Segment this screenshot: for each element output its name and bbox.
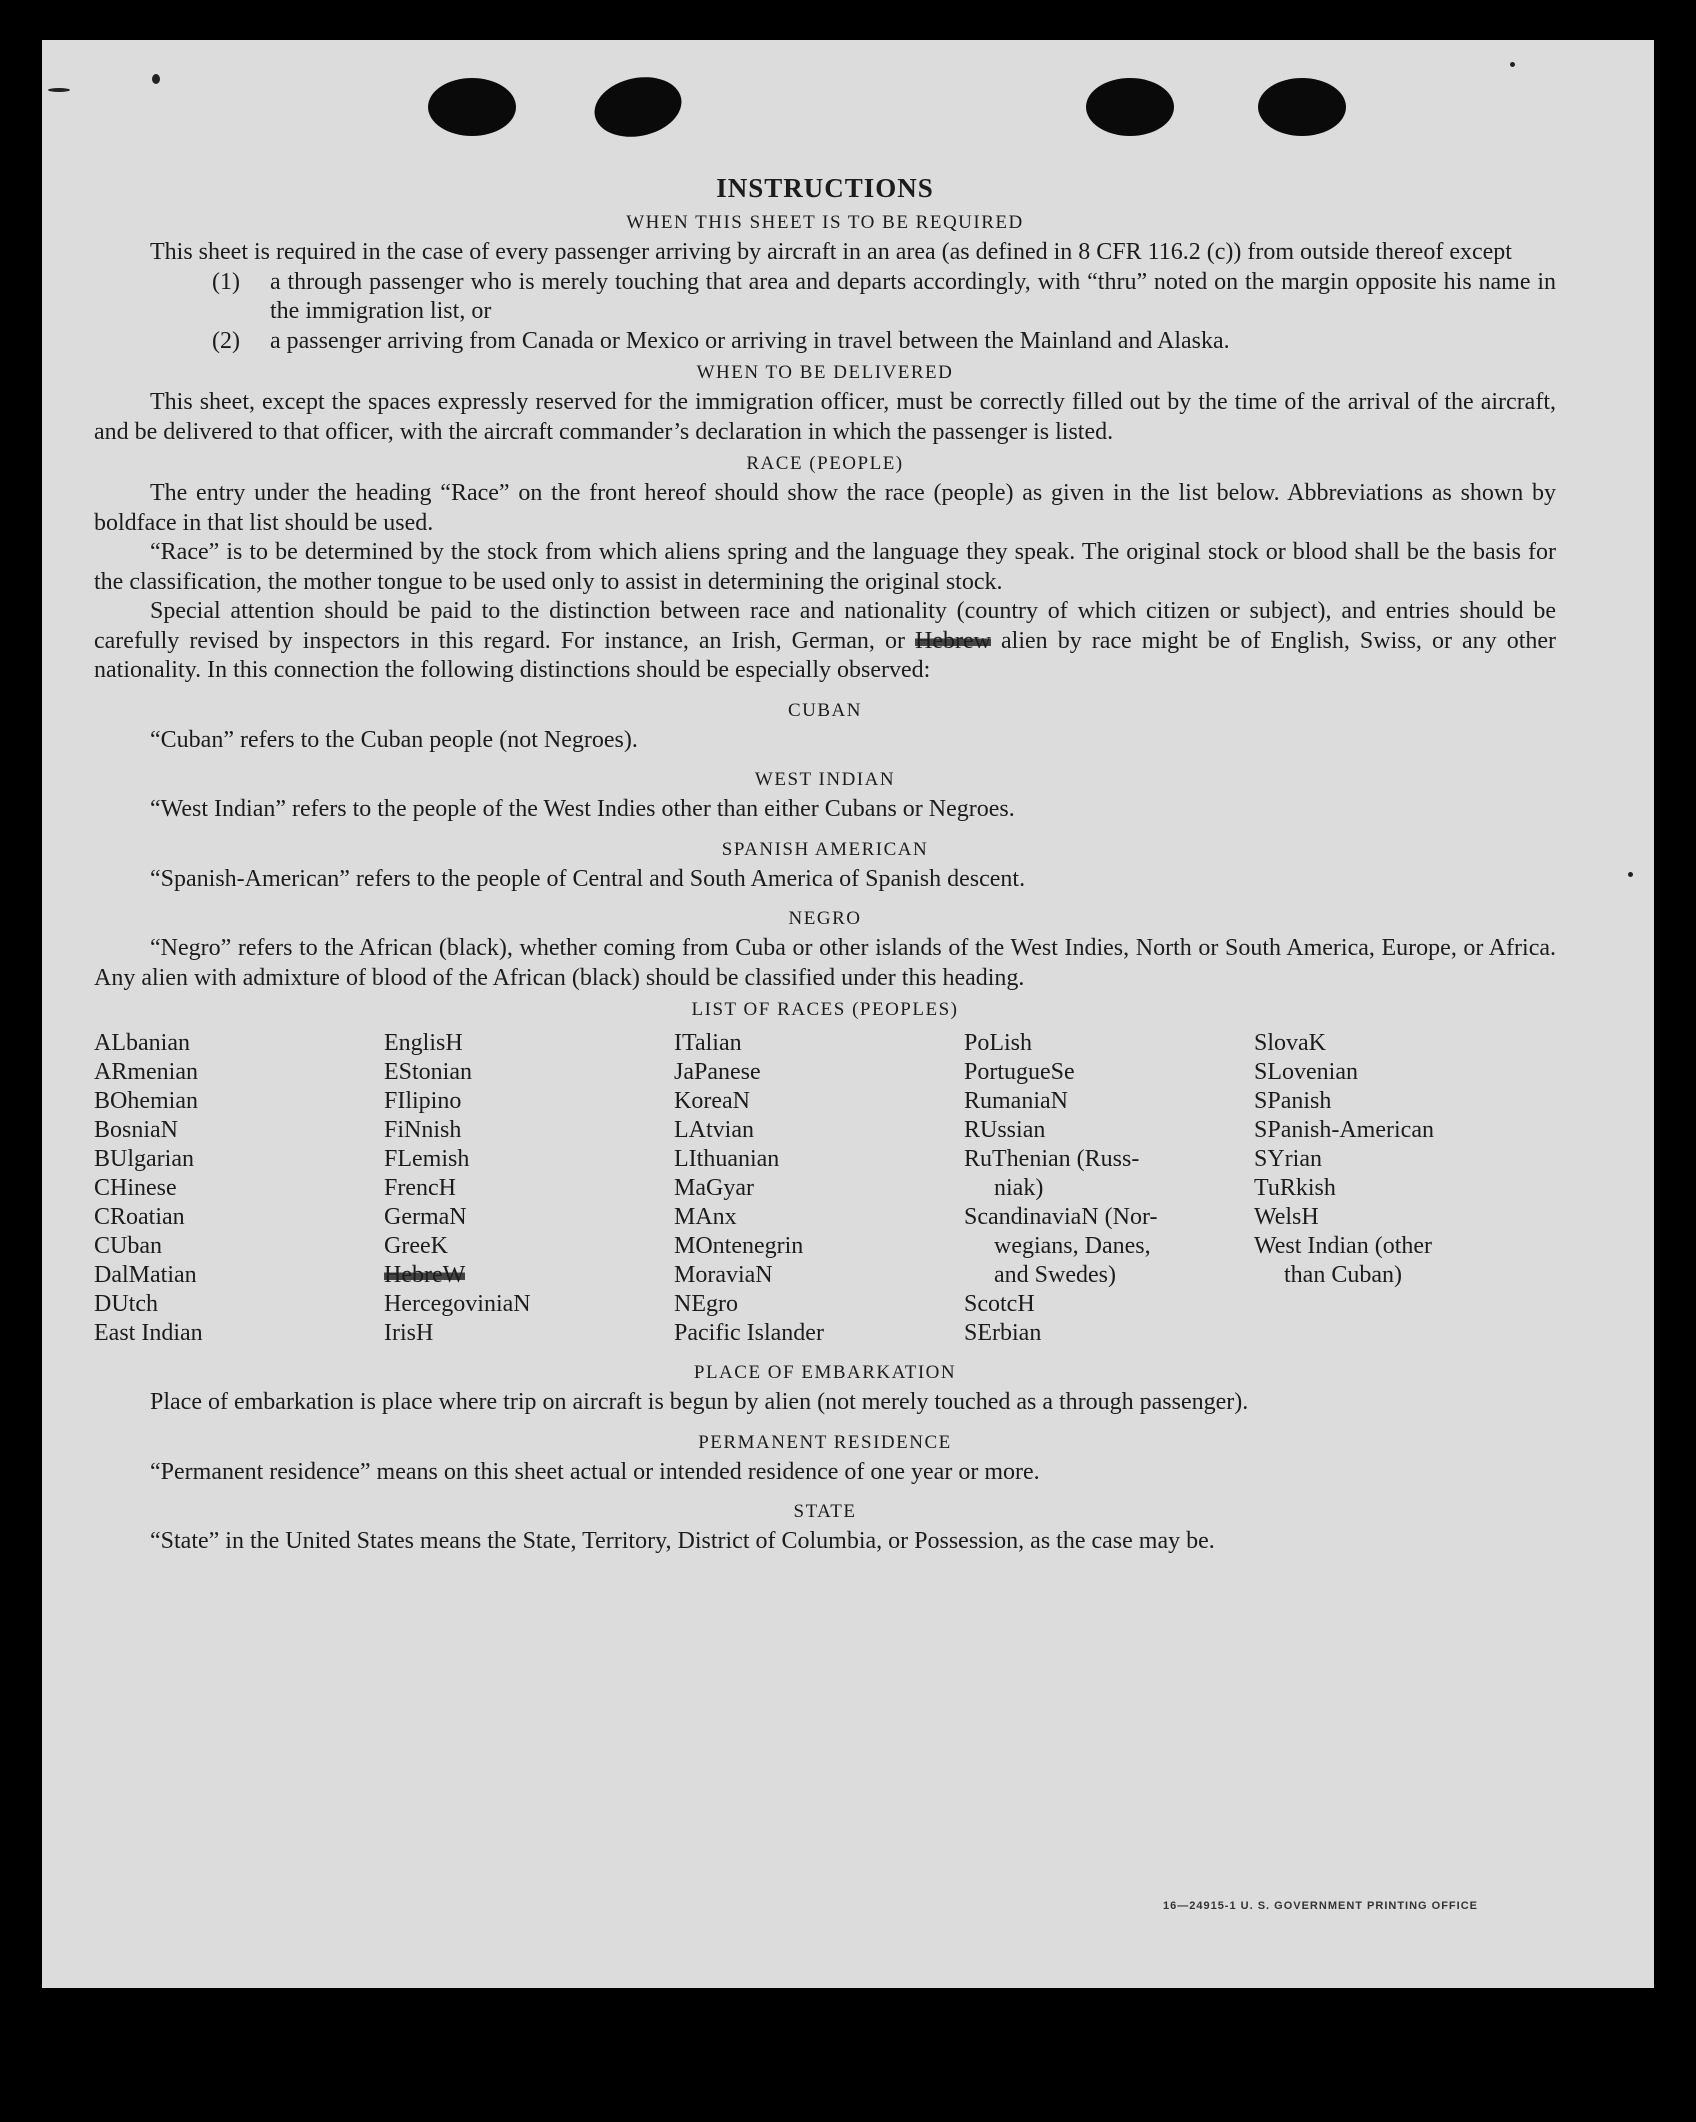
race-entry: PortugueSe — [964, 1059, 1075, 1085]
race-entry: Pacific Islander — [674, 1320, 824, 1346]
race-entry: FiNnish — [384, 1117, 462, 1143]
section-heading: WHEN THIS SHEET IS TO BE REQUIRED — [626, 212, 1024, 233]
section-heading: STATE — [793, 1501, 857, 1522]
race-entry: KoreaN — [674, 1088, 750, 1114]
struck-word: HebreW — [384, 1262, 466, 1288]
race-entry: CRoatian — [94, 1204, 185, 1230]
race-entry: SLovenian — [1254, 1059, 1358, 1085]
race-entry: MOntenegrin — [674, 1233, 804, 1259]
race-entry: MaGyar — [674, 1175, 754, 1201]
race-entry: WelsH — [1254, 1204, 1319, 1230]
section-heading: LIST OF RACES (PEOPLES) — [691, 999, 959, 1020]
paragraph: “State” in the United States means the State, Territory, District of Columbia, or Possession, as the case may be. — [150, 1528, 1215, 1554]
printer-imprint: 16—24915-1 U. S. GOVERNMENT PRINTING OFFICE — [1162, 1900, 1478, 1912]
speck — [1628, 872, 1633, 877]
race-column — [1254, 1029, 1544, 1348]
race-entry: SPanish-American — [1254, 1117, 1434, 1143]
race-entry: BosniaN — [94, 1117, 178, 1143]
section-heading: RACE (PEOPLE) — [746, 453, 904, 474]
race-entry: CUban — [94, 1233, 162, 1259]
race-entry: LAtvian — [674, 1117, 754, 1143]
race-entry: SErbian — [964, 1320, 1042, 1346]
race-entry: ARmenian — [94, 1059, 198, 1085]
speck — [152, 74, 160, 84]
paragraph: This sheet is required in the case of every passenger arriving by aircraft in an area (as defined in 8 CFR 116.2 (c)) from outside thereof except — [150, 239, 1512, 265]
race-entry: niak) — [994, 1175, 1044, 1201]
race-list — [94, 1029, 1556, 1348]
race-entry: MoraviaN — [674, 1262, 773, 1288]
race-entry: ALbanian — [94, 1030, 190, 1056]
race-entry: SlovaK — [1254, 1030, 1326, 1056]
list-item — [212, 268, 1556, 327]
race-entry: EnglisH — [384, 1030, 463, 1056]
race-entry: TuRkish — [1254, 1175, 1336, 1201]
race-column — [674, 1029, 964, 1348]
race-entry: and Swedes) — [994, 1262, 1116, 1288]
paragraph: This sheet, except the spaces expressly reserved for the immigration officer, must be correctly filled out by the time of the arrival of the aircraft, and be delivered to that officer, with the aircraft commander’s declaration in which the passenger is listed. — [94, 389, 1556, 445]
race-entry: SYrian — [1254, 1146, 1322, 1172]
race-entry: SPanish — [1254, 1088, 1332, 1114]
race-entry: CHinese — [94, 1175, 177, 1201]
page-title: INSTRUCTIONS — [716, 173, 934, 203]
section-heading: PERMANENT RESIDENCE — [698, 1431, 952, 1453]
list-item — [212, 327, 1556, 357]
item-text: a through passenger who is merely touching that area and departs accordingly, with “thru” noted on the margin opposite his name in the immigration list, or — [270, 268, 1556, 324]
race-entry: FIlipino — [384, 1088, 462, 1114]
race-entry: MAnx — [674, 1204, 737, 1230]
section-heading: NEGRO — [788, 908, 862, 929]
item-text: a passenger arriving from Canada or Mexico or arriving in travel between the Mainland and Alaska. — [270, 327, 1230, 354]
instructions-body — [94, 170, 1556, 1557]
document-page — [42, 40, 1654, 1988]
punch-hole — [1258, 78, 1346, 136]
race-entry: EStonian — [384, 1059, 472, 1085]
race-entry: PoLish — [964, 1030, 1033, 1056]
race-entry: HercegoviniaN — [384, 1291, 531, 1317]
paragraph: “Negro” refers to the African (black), whether coming from Cuba or other islands of the West Indies, North or South America, Europe, or Africa. Any alien with admixture of blood of the African (black) should be classified under this heading. — [94, 935, 1556, 991]
race-entry: RumaniaN — [964, 1088, 1068, 1114]
race-entry: East Indian — [94, 1320, 203, 1346]
speck — [1510, 62, 1515, 67]
paragraph: Place of embarkation is place where trip on aircraft is begun by alien (not merely touched as a through passenger). — [150, 1389, 1249, 1415]
section-heading: SPANISH AMERICAN — [721, 838, 929, 860]
paragraph: “Permanent residence” means on this sheet actual or intended residence of one year or more. — [150, 1458, 1040, 1485]
race-entry: FLemish — [384, 1146, 470, 1172]
item-number: (2) — [212, 327, 240, 354]
race-entry: FrencH — [384, 1175, 456, 1201]
paragraph — [94, 597, 1556, 686]
punch-hole — [428, 78, 516, 136]
race-entry: LIthuanian — [674, 1146, 780, 1172]
race-entry: GermaN — [384, 1204, 467, 1230]
race-entry: ScandinaviaN (Nor- — [964, 1204, 1158, 1230]
text-run: alien by race might be of English, Swiss, or any other nationality. In this connection the following distinctions should be especially observed: — [94, 627, 1557, 683]
race-entry: RuThenian (Russ- — [964, 1146, 1140, 1172]
punch-hole — [589, 69, 687, 144]
race-entry: BOhemian — [94, 1088, 198, 1114]
race-column — [94, 1029, 384, 1348]
race-column — [964, 1029, 1254, 1348]
race-entry: West Indian (other — [1254, 1233, 1433, 1259]
section-heading: WHEN TO BE DELIVERED — [696, 362, 954, 383]
race-entry: GreeK — [384, 1233, 448, 1259]
punch-hole — [1086, 78, 1174, 136]
paragraph: “Race” is to be determined by the stock from which aliens spring and the language they speak. The original stock or blood shall be the basis for the classification, the mother tongue to be used only to assist in determining the original stock. — [94, 539, 1556, 595]
race-entry: ITalian — [674, 1030, 742, 1056]
race-entry: DalMatian — [94, 1262, 197, 1288]
race-entry: BUlgarian — [94, 1146, 194, 1172]
paragraph: “Spanish-American” refers to the people of Central and South America of Spanish descent. — [150, 865, 1026, 892]
section-heading: PLACE OF EMBARKATION — [693, 1362, 957, 1383]
race-entry: IrisH — [384, 1320, 434, 1346]
race-entry: RUssian — [964, 1117, 1046, 1143]
race-entry: wegians, Danes, — [994, 1233, 1151, 1259]
item-number: (1) — [212, 268, 240, 295]
section-heading: CUBAN — [787, 699, 862, 721]
race-entry: than Cuban) — [1284, 1262, 1402, 1288]
paragraph: The entry under the heading “Race” on the front hereof should show the race (people) as given in the list below. Abbreviations as shown by boldface in that list should be used. — [94, 480, 1556, 536]
paragraph: “West Indian” refers to the people of the West Indies other than either Cubans or Negroes. — [150, 796, 1015, 822]
race-entry: NEgro — [674, 1291, 738, 1317]
race-entry: ScotcH — [964, 1291, 1035, 1317]
speck — [48, 88, 70, 92]
race-entry-struck — [384, 1261, 674, 1290]
paragraph: “Cuban” refers to the Cuban people (not Negroes). — [150, 726, 638, 753]
struck-word: Hebrew — [915, 627, 991, 654]
section-heading: WEST INDIAN — [754, 769, 896, 790]
race-column — [384, 1029, 674, 1348]
race-entry: JaPanese — [674, 1059, 761, 1085]
text-run: Special attention should be paid to the distinction between race and nationality (country of which citizen or subject), and entries should be carefully revised by inspectors in this regard. For instance, an Irish, German, or — [94, 598, 1556, 654]
race-entry: DUtch — [94, 1291, 158, 1317]
